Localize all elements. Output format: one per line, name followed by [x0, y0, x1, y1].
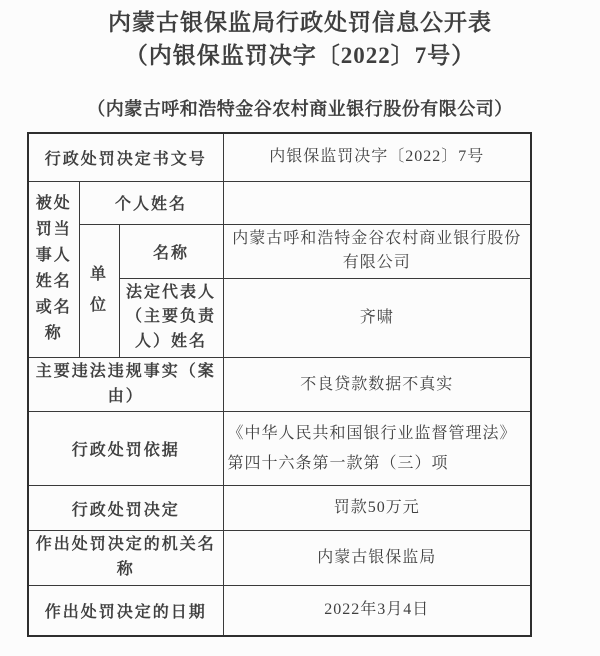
date-value: 2022年3月4日: [223, 586, 531, 636]
decision-number-title: （内银保监罚决字〔2022〕7号）: [124, 43, 476, 68]
doc-number-row: [28, 133, 531, 181]
decision-value: 罚款50万元: [223, 486, 531, 531]
date-row: [28, 586, 531, 636]
unit-name-label: 名称: [119, 224, 223, 278]
penalty-info-table: [27, 132, 532, 637]
date-label: 作出处罚决定的日期: [28, 586, 223, 636]
legal-rep-label: 法定代表人（主要负责人）姓名: [119, 278, 223, 357]
doc-number-value: 内银保监罚决字〔2022〕7号: [223, 133, 531, 181]
unit-name-value: 内蒙古呼和浩特金谷农村商业银行股份有限公司: [223, 224, 531, 278]
facts-label: 主要违法违规事实（案由）: [28, 357, 223, 412]
basis-label: 行政处罚依据: [28, 412, 223, 486]
unit-label: 单位: [79, 224, 119, 357]
individual-name-row: [28, 181, 531, 224]
authority-label: 作出处罚决定的机关名称: [28, 531, 223, 586]
individual-name-label: 个人姓名: [79, 181, 223, 224]
basis-value: [223, 412, 531, 486]
legal-rep-value: 齐啸: [223, 278, 531, 357]
authority-value: 内蒙古银保监局: [223, 531, 531, 586]
subject-company-line: （内蒙古呼和浩特金谷农村商业银行股份有限公司）: [87, 99, 513, 119]
basis-value-line-2: 第四十六条第一款第（三）项: [227, 454, 449, 472]
party-group-label: 被处罚当事人姓名或名称: [28, 181, 79, 357]
doc-number-label: 行政处罚决定书文号: [28, 133, 223, 181]
facts-row: [28, 357, 531, 412]
unit-name-row: [28, 224, 531, 278]
decision-label: 行政处罚决定: [28, 486, 223, 531]
page-title: 内蒙古银保监局行政处罚信息公开表: [108, 10, 492, 35]
facts-value: 不良贷款数据不真实: [223, 357, 531, 412]
basis-value-line-1: 《中华人民共和国银行业监督管理法》: [227, 425, 517, 443]
document-header: [0, 0, 600, 120]
authority-row: [28, 531, 531, 586]
decision-row: [28, 486, 531, 531]
basis-row: [28, 412, 531, 486]
individual-name-value: [223, 181, 531, 224]
